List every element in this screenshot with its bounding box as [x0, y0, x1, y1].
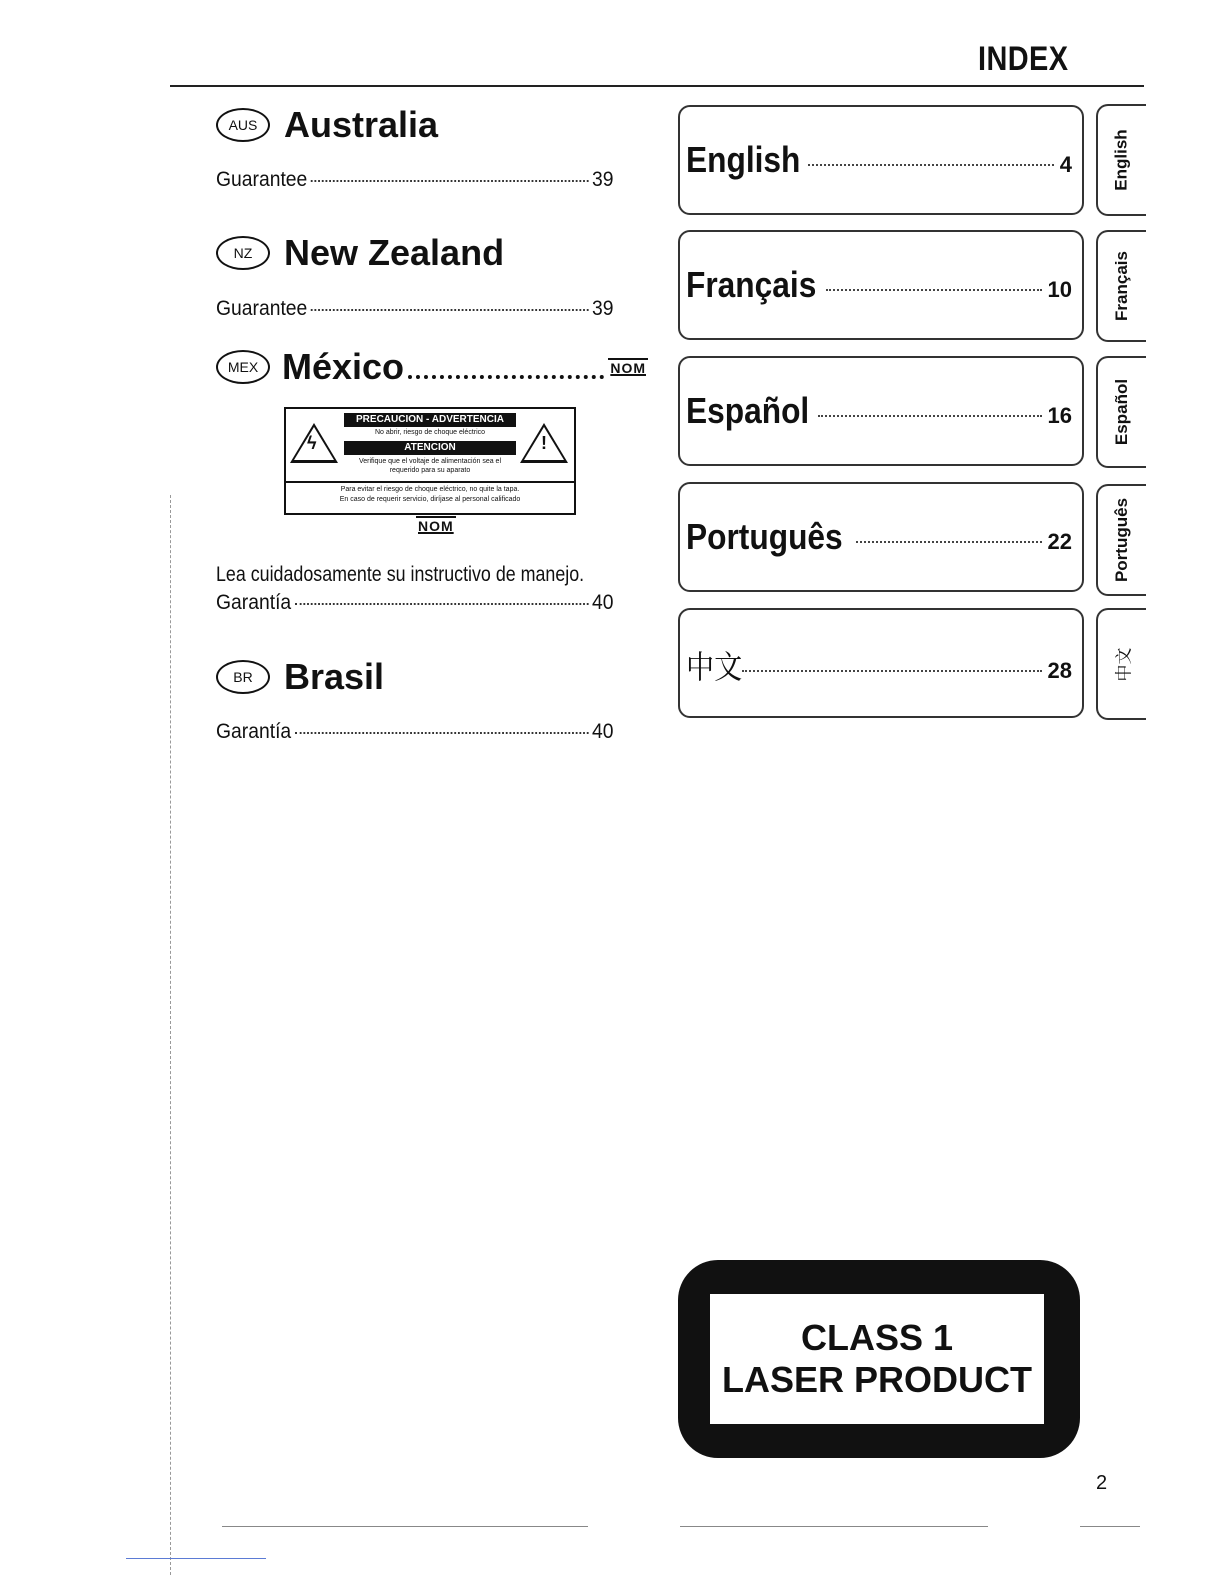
language-page: 28 — [1047, 658, 1072, 683]
entry-label: Garantía — [216, 591, 292, 614]
entry-page: 40 — [591, 720, 614, 743]
language-name: Português — [686, 516, 843, 557]
tab-english[interactable] — [1096, 104, 1146, 216]
language-page: 4 — [1059, 152, 1072, 177]
language-page: 10 — [1047, 277, 1072, 302]
index-entry — [216, 591, 613, 615]
country-heading-mexico — [216, 346, 648, 388]
language-name: Español — [686, 390, 810, 431]
tab-label: English — [1112, 129, 1131, 191]
warning-text: En caso de requerir servicio, diríjase al personal calificado — [339, 496, 521, 503]
tab-label: Português — [1112, 497, 1131, 583]
country-heading-australia — [216, 104, 438, 146]
dot-leader — [818, 415, 1041, 417]
language-entry-espanol[interactable] — [678, 356, 1084, 466]
dot-leader — [295, 603, 588, 605]
language-name: Français — [686, 264, 817, 305]
dot-leader — [311, 309, 588, 311]
country-name: New Zealand — [284, 232, 505, 273]
country-badge: BR — [216, 660, 270, 694]
tab-label: 中文 — [1114, 647, 1134, 681]
laser-product-label — [678, 1260, 1080, 1458]
country-badge: NZ — [216, 236, 270, 270]
entry-label: Guarantee — [216, 168, 308, 191]
entry-label: Guarantee — [216, 297, 308, 320]
entry-page: 40 — [591, 591, 614, 614]
dot-leader — [311, 180, 588, 182]
scan-bottom-line — [680, 1526, 988, 1528]
tab-francais[interactable] — [1096, 230, 1146, 342]
language-name: English — [686, 139, 801, 180]
language-entry-francais[interactable] — [678, 230, 1084, 340]
country-heading-new-zealand — [216, 232, 504, 274]
language-entry-english[interactable] — [678, 105, 1084, 215]
dot-leader — [408, 375, 604, 379]
entry-page: 39 — [591, 297, 614, 320]
nom-mark: NOM — [418, 518, 454, 534]
language-page: 16 — [1047, 403, 1072, 428]
dot-leader — [808, 164, 1054, 166]
tab-chinese[interactable] — [1096, 608, 1146, 720]
country-name: México — [282, 346, 405, 387]
index-entry — [216, 168, 613, 192]
index-entry — [216, 720, 613, 744]
tab-espanol[interactable] — [1096, 356, 1146, 468]
tab-label: Français — [1112, 251, 1131, 321]
country-heading-brasil — [216, 656, 384, 698]
country-name: Brasil — [284, 656, 385, 697]
scan-bottom-line — [126, 1558, 266, 1560]
language-page: 22 — [1047, 529, 1072, 554]
country-badge: MEX — [216, 350, 270, 384]
language-entry-portugues[interactable] — [678, 482, 1084, 592]
mexico-note: Lea cuidadosamente su instructivo de manejo. — [216, 563, 585, 586]
caution-icon: ! — [520, 423, 568, 463]
scan-bottom-line — [222, 1526, 588, 1528]
language-name: 中文 — [686, 649, 743, 685]
laser-product-text: LASER PRODUCT — [721, 1359, 1032, 1400]
entry-label: Garantía — [216, 720, 292, 743]
warning-band: PRECAUCION - ADVERTENCIA — [344, 413, 516, 427]
dot-leader — [856, 541, 1042, 543]
laser-class: CLASS 1 — [800, 1317, 954, 1358]
tab-portugues[interactable] — [1096, 484, 1146, 596]
scan-edge-line — [170, 495, 172, 1575]
warning-band: ATENCION — [344, 441, 516, 455]
country-badge: AUS — [216, 108, 270, 142]
language-entry-chinese[interactable] — [678, 608, 1084, 718]
country-name: Australia — [284, 104, 439, 145]
warning-text: Para evitar el riesgo de choque eléctrico, no quite la tapa. — [340, 486, 520, 493]
dot-leader — [295, 732, 588, 734]
dot-leader — [742, 670, 1042, 672]
page-title: INDEX — [978, 40, 1069, 78]
index-entry — [216, 297, 613, 321]
header-rule — [170, 85, 1144, 87]
scan-bottom-line — [1080, 1526, 1140, 1528]
nom-mark: NOM — [610, 360, 646, 376]
entry-page: 39 — [591, 168, 614, 191]
shock-warning-icon: ϟ — [290, 423, 338, 463]
warning-text: Verifique que el voltaje de alimentación sea el requerido para su aparato — [358, 458, 502, 474]
page-number: 2 — [1096, 1472, 1108, 1494]
warning-text: No abrir, riesgo de choque eléctrico — [374, 429, 486, 436]
tab-label: Español — [1112, 378, 1131, 446]
dot-leader — [826, 289, 1041, 291]
warning-label — [284, 407, 576, 515]
